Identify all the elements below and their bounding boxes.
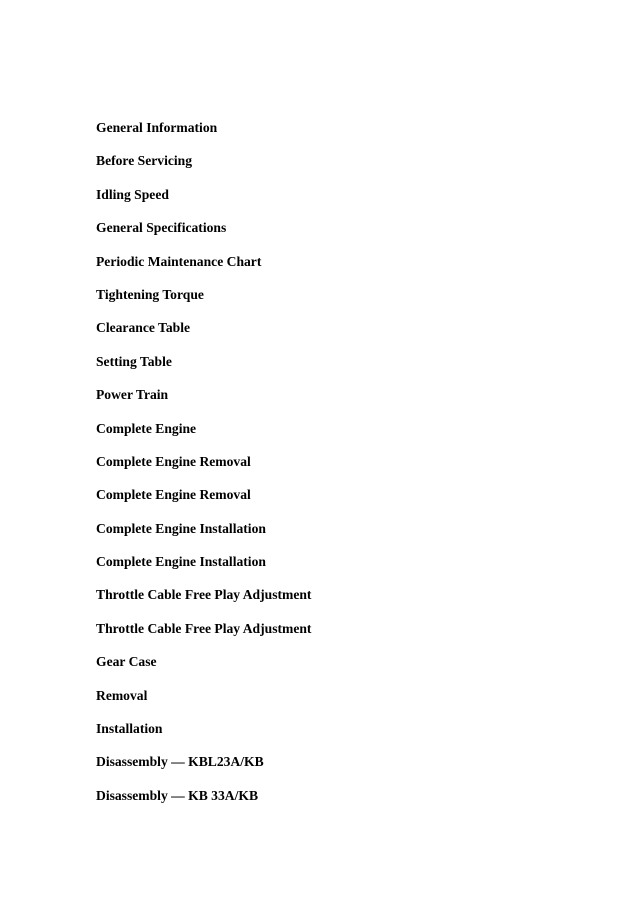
toc-item-installation: Installation bbox=[96, 721, 163, 737]
toc-item-gear-case: Gear Case bbox=[96, 654, 157, 670]
toc-item-complete-engine-installation-2: Complete Engine Installation bbox=[96, 554, 266, 570]
toc-item-throttle-cable-free-play-adjustment-2: Throttle Cable Free Play Adjustment bbox=[96, 620, 312, 636]
toc-item-complete-engine-installation: Complete Engine Installation bbox=[96, 520, 266, 536]
table-of-contents bbox=[96, 119, 311, 820]
toc-item-complete-engine: Complete Engine bbox=[96, 420, 197, 436]
toc-item-disassembly-kb33a: Disassembly — KB 33A/KB bbox=[96, 787, 259, 803]
toc-item-removal: Removal bbox=[96, 687, 148, 703]
toc-item-before-servicing: Before Servicing bbox=[96, 153, 193, 169]
toc-item-complete-engine-removal: Complete Engine Removal bbox=[96, 453, 251, 469]
toc-item-power-train: Power Train bbox=[96, 387, 169, 403]
toc-item-throttle-cable-free-play-adjustment: Throttle Cable Free Play Adjustment bbox=[96, 587, 312, 603]
toc-item-periodic-maintenance-chart: Periodic Maintenance Chart bbox=[96, 253, 262, 269]
toc-item-idling-speed: Idling Speed bbox=[96, 186, 169, 202]
toc-item-clearance-table: Clearance Table bbox=[96, 320, 191, 336]
toc-item-general-information: General Information bbox=[96, 120, 218, 135]
toc-item-tightening-torque: Tightening Torque bbox=[96, 286, 204, 302]
toc-item-complete-engine-removal-2: Complete Engine Removal bbox=[96, 487, 251, 503]
toc-item-disassembly-kbl23a: Disassembly — KBL23A/KB bbox=[96, 754, 264, 770]
toc-item-setting-table: Setting Table bbox=[96, 353, 172, 369]
toc-item-general-specifications: General Specifications bbox=[96, 220, 227, 236]
